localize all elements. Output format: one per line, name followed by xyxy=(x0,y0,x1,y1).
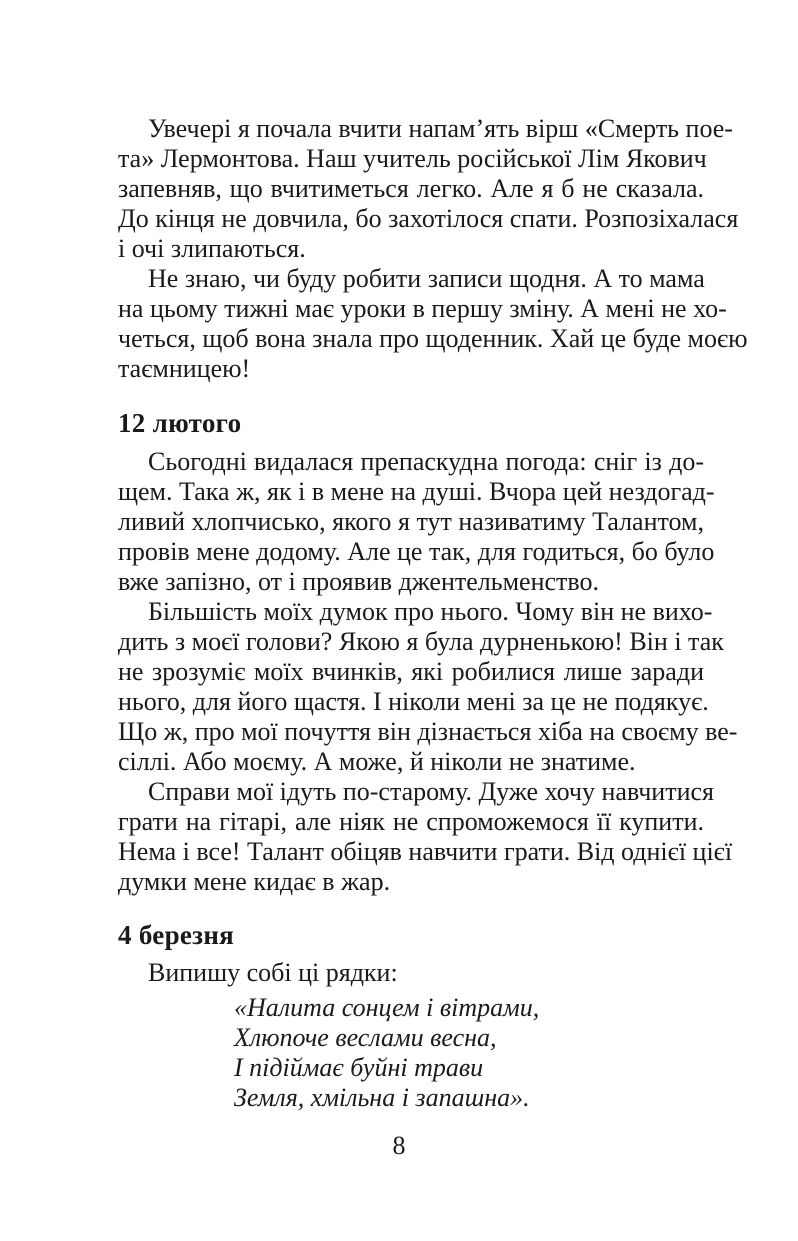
text-line: четься, щоб вона знала про щоденник. Хай це буде моєю xyxy=(118,324,748,353)
date-heading: 4 березня xyxy=(118,920,235,950)
text-line: Більшість моїх думок про нього. Чому він не вихо- xyxy=(148,597,713,626)
text-line: і очі злипаються. xyxy=(118,234,306,263)
text-line: ливий хлопчисько, якого я тут називатиму Талантом, xyxy=(118,507,704,536)
text-line: Не знаю, чи буду робити записи щодня. А то мама xyxy=(148,264,705,293)
text-line: дить з моєї голови? Якою я була дурненькою! Він і так xyxy=(118,627,724,656)
text-line: сіллі. Або моєму. А може, й ніколи не знатиме. xyxy=(118,747,636,776)
verse-line: І підіймає буйні трави xyxy=(234,1053,484,1082)
text-line: Справи мої ідуть по-старому. Дуже хочу навчитися xyxy=(148,777,714,806)
text-line: До кінця не довчила, бо захотілося спати. Розпозіхалася xyxy=(118,204,739,233)
text-line: вже запізно, от і проявив джентельменство. xyxy=(118,567,600,596)
text-line: таємницею! xyxy=(118,354,251,383)
text-line: запевняв, що вчитиметься легко. Але я б не сказала. xyxy=(118,174,704,203)
page-number: 8 xyxy=(392,1131,406,1160)
verse-line: Земля, хмільна і запашна». xyxy=(234,1083,530,1112)
text-line: грати на гітарі, але ніяк не спроможемося її купити. xyxy=(118,807,704,836)
text-line: на цьому тижні має уроки в першу зміну. А мені не хо- xyxy=(118,294,727,323)
text-line: щем. Така ж, як і в мене на душі. Вчора цей нездогад- xyxy=(118,477,715,506)
text-line: Увечері я почала вчити напам’ять вірш «Смерть пое- xyxy=(148,114,733,143)
text-line: та» Лермонтова. Наш учитель російської Лім Якович xyxy=(118,144,707,173)
text-line: Сьогодні видалася препаскудна погода: сніг із до- xyxy=(148,447,704,476)
text-line: Випишу собі ці рядки: xyxy=(148,958,398,987)
text-line: провів мене додому. Але це так, для годиться, бо було xyxy=(118,537,715,566)
text-line: Що ж, про мої почуття він дізнається хіба на своєму ве- xyxy=(118,717,738,746)
verse-line: «Налита сонцем і вітрами, xyxy=(234,993,540,1022)
date-heading: 12 лютого xyxy=(118,408,242,438)
text-line: нього, для його щастя. І ніколи мені за це не подякує. xyxy=(118,687,709,716)
verse-line: Хлюпоче веслами весна, xyxy=(234,1023,497,1052)
text-line: Нема і все! Талант обіцяв навчити грати. Від однієї цієї xyxy=(118,837,733,866)
text-line: не зрозуміє моїх вчинків, які робилися лише заради xyxy=(118,657,704,686)
text-line: думки мене кидає в жар. xyxy=(118,867,391,896)
